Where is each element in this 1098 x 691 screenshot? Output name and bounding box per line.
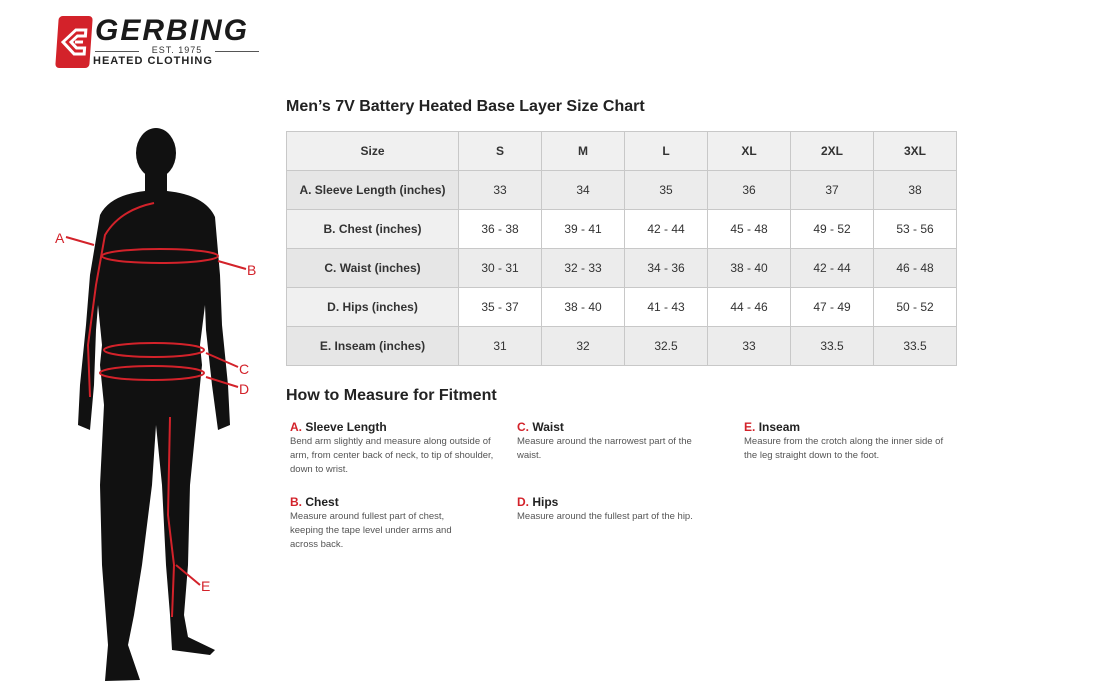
table-cell: 35 - 37 (459, 288, 542, 327)
table-cell: 33.5 (874, 327, 957, 366)
measure-desc: Bend arm slightly and measure along outside of arm, from center back of neck, to tip of shoulder, down to wrist. (290, 436, 494, 475)
table-cell: 32 (542, 327, 625, 366)
measure-name: Inseam (758, 420, 801, 434)
table-cell: 30 - 31 (459, 249, 542, 288)
table-row (287, 249, 957, 288)
logo-badge-icon (55, 16, 93, 68)
table-cell: 45 - 48 (708, 210, 791, 249)
row-label: E. Inseam (inches) (287, 327, 459, 366)
body-silhouette (78, 128, 230, 681)
measure-letter: E. (744, 420, 756, 434)
measure-sleeve-length (290, 420, 500, 477)
measure-waist (517, 420, 717, 463)
table-cell: 49 - 52 (791, 210, 874, 249)
header-cell: M (542, 132, 625, 171)
table-cell: 38 - 40 (708, 249, 791, 288)
label-c: C (239, 361, 250, 377)
table-cell: 34 - 36 (625, 249, 708, 288)
measure-chest (290, 495, 480, 552)
table-cell: 44 - 46 (708, 288, 791, 327)
body-measurement-figure (50, 125, 270, 691)
measure-name: Sleeve Length (305, 420, 387, 434)
header-cell: L (625, 132, 708, 171)
header-cell: XL (708, 132, 791, 171)
logo-subtitle: HEATED CLOTHING (93, 55, 213, 67)
table-cell: 38 - 40 (542, 288, 625, 327)
measure-hips (517, 495, 717, 524)
header-cell: 2XL (791, 132, 874, 171)
table-cell: 36 - 38 (459, 210, 542, 249)
measure-letter: A. (290, 420, 302, 434)
measure-desc: Measure from the crotch along the inner side of the leg straight down to the foot. (744, 436, 944, 461)
table-header-row (287, 132, 957, 171)
table-row (287, 288, 957, 327)
table-cell: 32 - 33 (542, 249, 625, 288)
measure-desc: Measure around the narrowest part of the waist. (517, 436, 692, 461)
measure-letter: B. (290, 495, 302, 509)
row-label: D. Hips (inches) (287, 288, 459, 327)
table-cell: 39 - 41 (542, 210, 625, 249)
measure-desc: Measure around fullest part of chest, keeping the tape level under arms and across back. (290, 511, 452, 550)
table-cell: 33 (459, 171, 542, 210)
table-cell: 33.5 (791, 327, 874, 366)
table-cell: 42 - 44 (625, 210, 708, 249)
measure-name: Chest (305, 495, 339, 509)
label-a: A (55, 230, 65, 246)
header-cell: Size (287, 132, 459, 171)
table-cell: 33 (708, 327, 791, 366)
measure-title: How to Measure for Fitment (286, 387, 497, 404)
table-cell: 53 - 56 (874, 210, 957, 249)
measure-letter: D. (517, 495, 529, 509)
measure-letter: C. (517, 420, 529, 434)
size-chart-table (286, 131, 957, 366)
table-cell: 46 - 48 (874, 249, 957, 288)
header-cell: S (459, 132, 542, 171)
table-cell: 34 (542, 171, 625, 210)
table-row (287, 171, 957, 210)
header-cell: 3XL (874, 132, 957, 171)
measure-desc: Measure around the fullest part of the hip. (517, 511, 693, 522)
row-label: A. Sleeve Length (inches) (287, 171, 459, 210)
label-e: E (201, 578, 211, 594)
table-cell: 37 (791, 171, 874, 210)
table-cell: 50 - 52 (874, 288, 957, 327)
logo-est: EST. 1975 (95, 45, 259, 55)
size-chart-title: Men’s 7V Battery Heated Base Layer Size Chart (286, 98, 645, 115)
table-cell: 32.5 (625, 327, 708, 366)
table-cell: 41 - 43 (625, 288, 708, 327)
gerbing-logo (57, 16, 267, 68)
table-row (287, 210, 957, 249)
table-cell: 31 (459, 327, 542, 366)
row-label: B. Chest (inches) (287, 210, 459, 249)
label-d: D (239, 381, 250, 397)
label-b: B (247, 262, 257, 278)
table-cell: 47 - 49 (791, 288, 874, 327)
measure-name: Waist (532, 420, 564, 434)
table-cell: 36 (708, 171, 791, 210)
logo-name: GERBING (95, 14, 250, 47)
table-cell: 38 (874, 171, 957, 210)
table-cell: 35 (625, 171, 708, 210)
table-cell: 42 - 44 (791, 249, 874, 288)
measure-name: Hips (532, 495, 559, 509)
table-row (287, 327, 957, 366)
row-label: C. Waist (inches) (287, 249, 459, 288)
measure-inseam (744, 420, 949, 463)
